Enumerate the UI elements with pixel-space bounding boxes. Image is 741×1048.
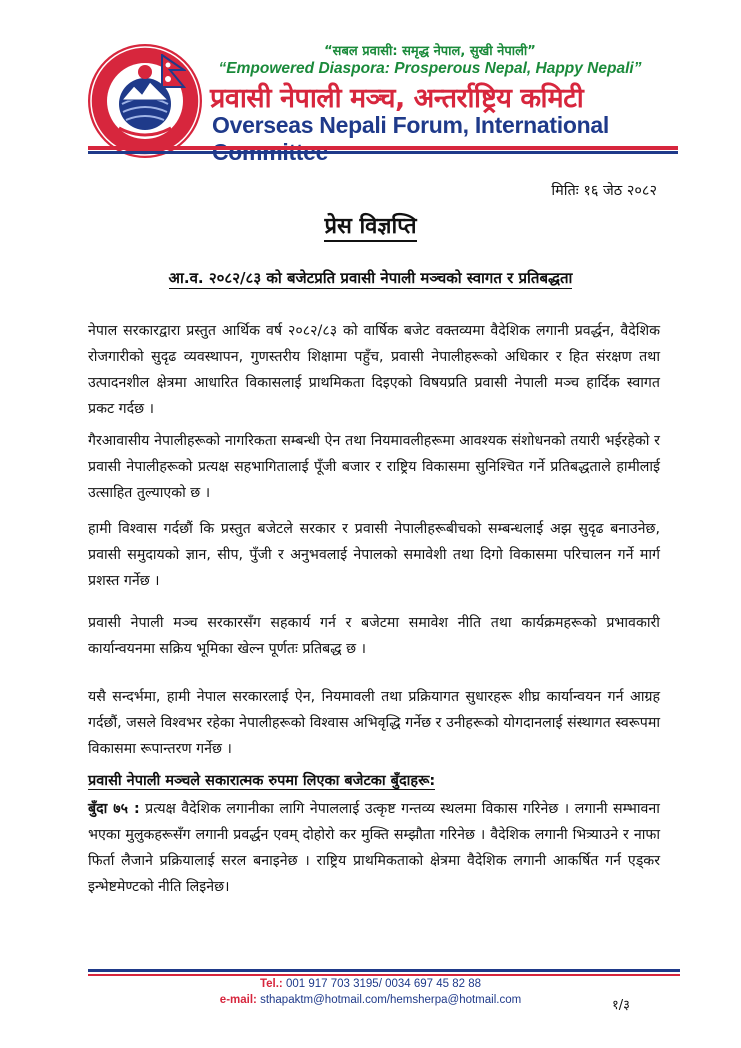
nepal-flag-icon: [160, 54, 186, 88]
header-divider-blue: [88, 151, 678, 154]
email-addresses: sthapaktm@hotmail.com/hemsherpa@hotmail.com: [256, 994, 522, 1006]
budget-point-75: [88, 796, 660, 900]
document-date: मितिः १६ जेठ २०८२: [551, 183, 657, 199]
document-subject: [0, 268, 741, 288]
paragraph-1: नेपाल सरकारद्वारा प्रस्तुत आर्थिक वर्ष २०८२/८३ को वार्षिक बजेट वक्तव्यमा वैदेशिक लगानी प्रवर्द्धन, वैदेशिक रोजगारीको सुदृढ व्यवस्थापन, गुणस्तरीय शिक्षामा पहुँच, प्रवासी नेपालीहरूको अधिकार र हित संरक्षण तथा उत्पादनशील क्षेत्रमा आधारित विकासलाई प्राथमिकता दिइएको विषयप्रति प्रवासी नेपाली मञ्च हार्दिक स्वागत प्रकट गर्दछ ।: [88, 323, 660, 417]
organization-name-nepali: प्रवासी नेपाली मञ्च, अन्तर्राष्ट्रिय कमिटी: [210, 83, 584, 114]
telephone-numbers: 001 917 703 3195/ 0034 697 45 82 88: [282, 978, 482, 990]
forum-logo: [86, 42, 204, 160]
budget-points-heading-text: प्रवासी नेपाली मञ्चले सकारात्मक रुपमा लिएका बजेटका बुँदाहरू:: [88, 773, 436, 789]
document-subject-text: आ.व. २०८२/८३ को बजेटप्रति प्रवासी नेपाली मञ्चको स्वागत र प्रतिबद्धता: [168, 269, 573, 287]
budget-points-heading: [88, 770, 435, 790]
header-divider-red: [88, 146, 678, 150]
paragraph-4: प्रवासी नेपाली मञ्च सरकारसँग सहकार्य गर्न र बजेटमा समावेश नीति तथा कार्यक्रमहरूको प्रभावकारी कार्यान्वयनमा सक्रिय भूमिका खेल्न पूर्णतः प्रतिबद्ध छ ।: [88, 615, 660, 657]
slogan-nepali: “सबल प्रवासी: समृद्ध नेपाल, सुखी नेपाली”: [324, 44, 536, 59]
document-title: [0, 210, 741, 240]
budget-point-label: बुँदा ७५ :: [88, 801, 140, 817]
document-title-text: प्रेस विज्ञप्ति: [324, 214, 416, 242]
budget-point-text: प्रत्यक्ष वैदेशिक लगानीका लागि नेपाललाई उत्कृष्ट गन्तव्य स्थलमा विकास गरिनेछ । लगानी सम्भावना भएका मुलुकहरूसँग लगानी प्रवर्द्धन एवम् दोहोरो कर मुक्ति सम्झौता गरिनेछ । वैदेशिक लगानी भित्र्याउने र नाफा फिर्ता लैजाने प्रक्रियालाई सरल बनाइनेछ । राष्ट्रिय प्राथमिकताको क्षेत्रमा वैदेशिक लगानी आकर्षित गर्न एड्कर इन्भेष्टमेण्टको नीति लिइनेछ।: [88, 801, 660, 895]
telephone-label: Tel.:: [259, 978, 283, 990]
footer-divider-blue: [88, 969, 680, 972]
page-number: १/३: [612, 998, 630, 1013]
paragraph-5: यसै सन्दर्भमा, हामी नेपाल सरकारलाई ऐन, नियमावली तथा प्रक्रियागत सुधारहरू शीघ्र कार्यान्वयन गर्न आग्रह गर्दछौं, जसले विश्वभर रहेका नेपालीहरूको विश्वास अभिवृद्धि गर्नेछ र उनीहरूको योगदानलाई संस्थागत स्वरूपमा विकासमा रूपान्तरण गर्नेछ ।: [88, 689, 660, 757]
slogan-english: “Empowered Diaspora: Prosperous Nepal, Happy Nepali”: [218, 60, 642, 77]
paragraph-2: गैरआवासीय नेपालीहरूको नागरिकता सम्बन्धी ऐन तथा नियमावलीहरूमा आवश्यक संशोधनको तयारी भईरहेको र प्रवासी नेपालीहरूको प्रत्यक्ष सहभागितालाई पूँजी बजार र राष्ट्रिय विकासमा सुनिश्चित गर्ने प्रतिबद्धताले हामीलाई उत्साहित तुल्याएको छ ।: [88, 433, 660, 501]
paragraph-3: हामी विश्वास गर्दछौं कि प्रस्तुत बजेटले सरकार र प्रवासी नेपालीहरूबीचको सम्बन्धलाई अझ सुदृढ बनाउनेछ, प्रवासी समुदायको ज्ञान, सीप, पुँजी र अनुभवलाई नेपालको समावेशी तथा दिगो विकासमा परिचालन गर्ने मार्ग प्रशस्त गर्नेछ ।: [88, 521, 660, 589]
email-label: e-mail:: [219, 994, 257, 1006]
footer-divider-red: [88, 974, 680, 976]
organization-name-english: Overseas Nepali Forum, International: [212, 112, 609, 138]
footer-telephone: [0, 978, 741, 990]
